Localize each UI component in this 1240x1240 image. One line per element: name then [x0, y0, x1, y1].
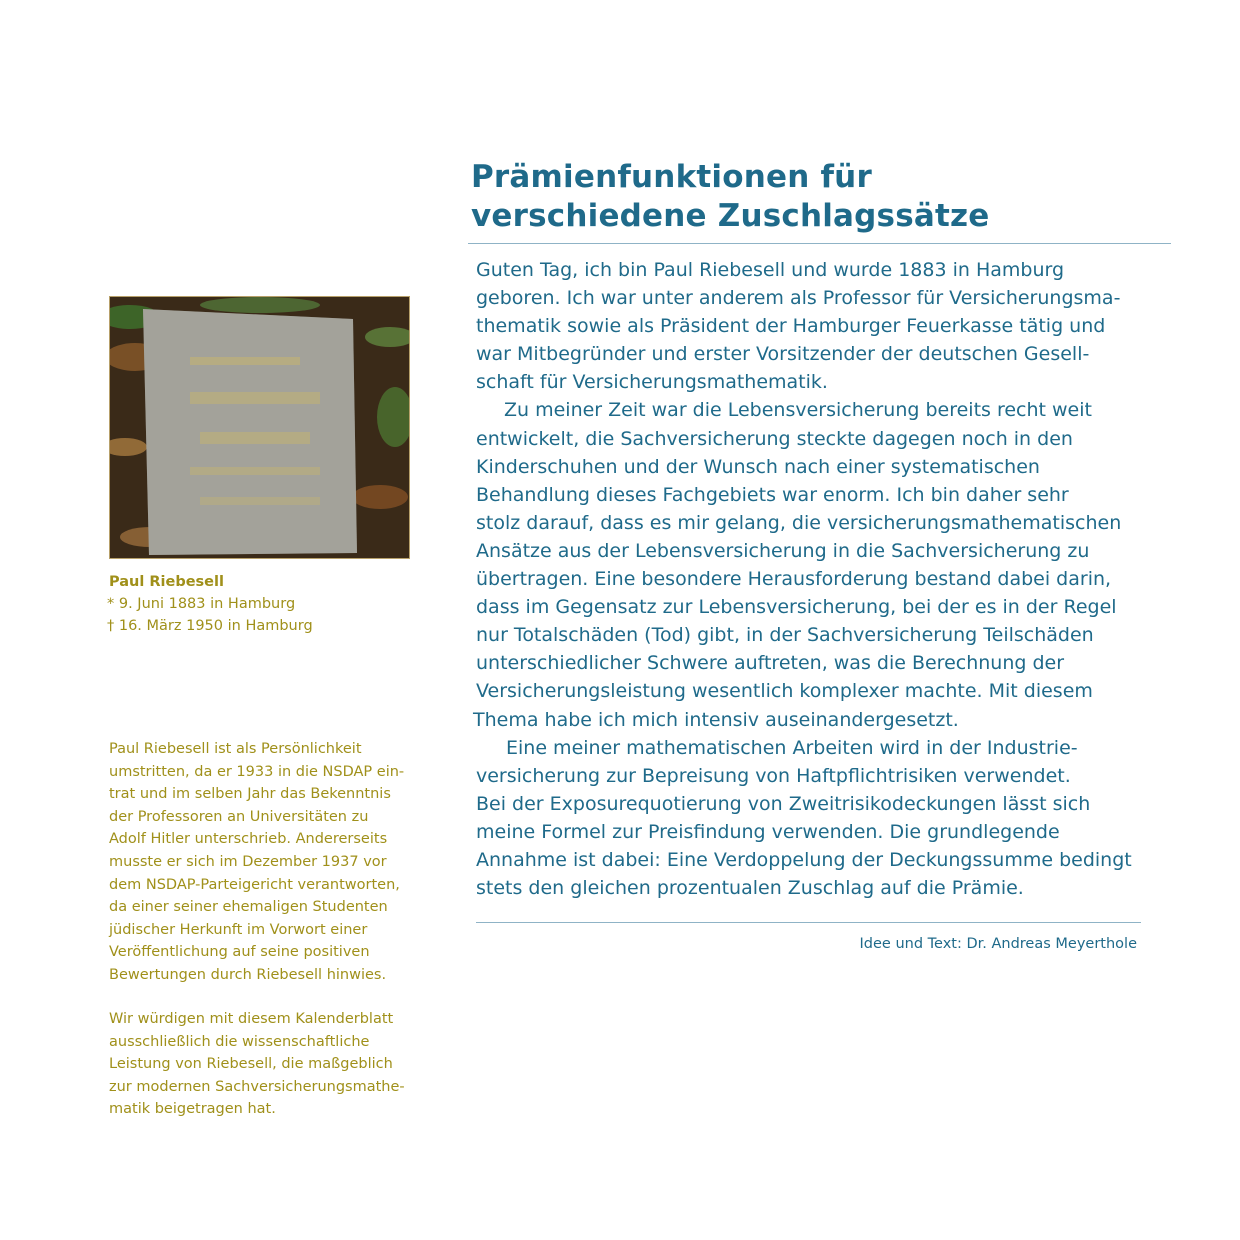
- main-text-line: Annahme ist dabei: Eine Verdoppelung der Deckungssumme bedingt: [476, 848, 1132, 871]
- side-text-line: Veröffentlichung auf seine positiven: [109, 944, 370, 961]
- side-paragraph-1: [109, 738, 419, 987]
- main-text-line: geboren. Ich war unter anderem als Professor für Versicherungsma-: [476, 287, 1121, 310]
- main-text-line: Bei der Exposurequotierung von Zweitrisikodeckungen lässt sich: [476, 792, 1091, 815]
- main-text-line: Eine meiner mathematischen Arbeiten wird in der Industrie-: [506, 736, 1078, 759]
- main-text-line: Zu meiner Zeit war die Lebensversicherung bereits recht weit: [504, 399, 1092, 422]
- main-text-line: Ansätze aus der Lebensversicherung in die Sachversicherung zu: [476, 539, 1090, 562]
- main-text-line: stets den gleichen prozentualen Zuschlag auf die Prämie.: [476, 877, 1024, 900]
- main-text-line: thematik sowie als Präsident der Hamburger Feuerkasse tätig und: [476, 315, 1106, 338]
- gravestone-photo: [109, 296, 410, 559]
- title-line-2: verschiedene Zuschlagssätze: [471, 198, 990, 234]
- main-text-line: war Mitbegründer und erster Vorsitzender der deutschen Gesell-: [476, 343, 1090, 366]
- side-text-line: musste er sich im Dezember 1937 vor: [109, 853, 387, 870]
- side-paragraph-2: [109, 1008, 419, 1121]
- main-text-line: dass im Gegensatz zur Lebensversicherung, bei der es in der Regel: [476, 596, 1117, 619]
- main-text-line: Guten Tag, ich bin Paul Riebesell und wurde 1883 in Hamburg: [476, 259, 1065, 281]
- side-text-line: zur modernen Sachversicherungsmathe-: [109, 1078, 405, 1095]
- side-text-line: umstritten, da er 1933 in die NSDAP ein-: [109, 763, 405, 780]
- main-text-line: Thema habe ich mich intensiv auseinandergesetzt.: [473, 708, 959, 731]
- main-text-line: unterschiedlicher Schwere auftreten, was die Berechnung der: [476, 652, 1065, 675]
- side-text-line: da einer seiner ehemaligen Studenten: [109, 899, 388, 916]
- main-text-line: versicherung zur Bepreisung von Haftpflichtrisiken verwendet.: [476, 764, 1071, 787]
- main-text-line: übertragen. Eine besondere Herausforderung bestand dabei darin,: [476, 568, 1112, 591]
- main-text-line: entwickelt, die Sachversicherung steckte dagegen noch in den: [476, 427, 1073, 450]
- side-text-line: jüdischer Herkunft im Vorwort einer: [109, 921, 368, 938]
- gravestone-photo-graphic: [110, 297, 409, 558]
- side-text-line: trat und im selben Jahr das Bekenntnis: [109, 786, 391, 803]
- death-date: † 16. März 1950 in Hamburg: [107, 618, 313, 634]
- title-divider: [468, 243, 1171, 244]
- side-text-line: Adolf Hitler unterschrieb. Andererseits: [109, 831, 388, 848]
- birth-date: * 9. Juni 1883 in Hamburg: [107, 596, 296, 612]
- bottom-divider: [476, 922, 1141, 923]
- person-name: Paul Riebesell: [109, 574, 224, 590]
- main-text: [473, 256, 1156, 902]
- side-text-line: Paul Riebesell ist als Persönlichkeit: [109, 741, 362, 757]
- main-text-line: meine Formel zur Preisfindung verwenden. Die grundlegende: [476, 820, 1060, 843]
- side-text-line: Wir würdigen mit diesem Kalenderblatt: [109, 1011, 394, 1027]
- side-text-line: dem NSDAP-Parteigericht verantworten,: [109, 876, 400, 893]
- author-credit: Idee und Text: Dr. Andreas Meyerthole: [859, 936, 1137, 952]
- main-text-line: Kinderschuhen und der Wunsch nach einer systematischen: [476, 455, 1040, 478]
- title-line-1: Prämienfunktionen für: [471, 159, 872, 195]
- page-title: [471, 158, 1171, 236]
- side-text-line: matik beigetragen hat.: [109, 1101, 276, 1118]
- photo-caption: [109, 571, 313, 637]
- main-text-line: nur Totalschäden (Tod) gibt, in der Sachversicherung Teilschäden: [476, 624, 1094, 647]
- side-text-line: Bewertungen durch Riebesell hinwies.: [109, 966, 387, 983]
- side-text-line: der Professoren an Universitäten zu: [109, 808, 369, 825]
- side-text-line: Leistung von Riebesell, die maßgeblich: [109, 1056, 393, 1073]
- main-text-line: schaft für Versicherungsmathematik.: [476, 371, 828, 394]
- main-text-line: Versicherungsleistung wesentlich komplexer machte. Mit diesem: [476, 680, 1093, 703]
- side-text-line: ausschließlich die wissenschaftliche: [109, 1033, 370, 1050]
- main-text-line: Behandlung dieses Fachgebiets war enorm. Ich bin daher sehr: [476, 483, 1069, 506]
- main-text-line: stolz darauf, dass es mir gelang, die versicherungsmathematischen: [476, 511, 1122, 534]
